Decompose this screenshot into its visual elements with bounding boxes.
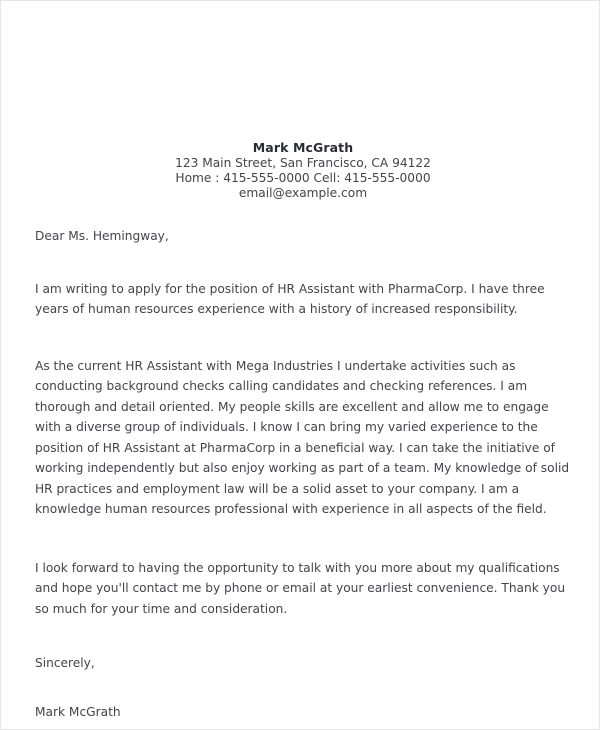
- body-paragraph-3: I look forward to having the opportunity to talk with you more about my qualifications and hope you'll contact me by phone or email at your earliest convenience. Thank you so much for your time and consideration.: [35, 560, 566, 616]
- sender-phone-numbers: Home : 415-555-0000 Cell: 415-555-0000: [175, 171, 431, 186]
- sender-email: email@example.com: [238, 186, 368, 201]
- body-paragraph-1: I am writing to apply for the position of HR Assistant with PharmaCorp. I have three years of human resources experience with a history of increased responsibility.: [35, 281, 545, 317]
- closing-salutation: Sincerely,: [35, 656, 95, 671]
- sender-address: 123 Main Street, San Francisco, CA 94122: [175, 156, 431, 170]
- cover-letter-body: [35, 139, 571, 720]
- sender-name: Mark McGrath: [252, 140, 354, 155]
- letterhead: [35, 139, 571, 202]
- salutation: Dear Ms. Hemingway,: [35, 228, 169, 243]
- body-paragraph-2: As the current HR Assistant with Mega Industries I undertake activities such as conducting background checks calling candidates and checking references. I am thorough and detail oriented. My people skills are excellent and allow me to engage with a diverse group of individuals. I know I can bring my varied experience to the position of HR Assistant at PharmaCorp in a beneficial way. I can take the initiative of working independently but also enjoy working as part of a team. My knowledge of solid HR practices and employment law will be a solid asset to your company. I am a knowledge human resources professional with experience in all aspects of the field.: [35, 358, 570, 517]
- signature-name: Mark McGrath: [35, 705, 121, 720]
